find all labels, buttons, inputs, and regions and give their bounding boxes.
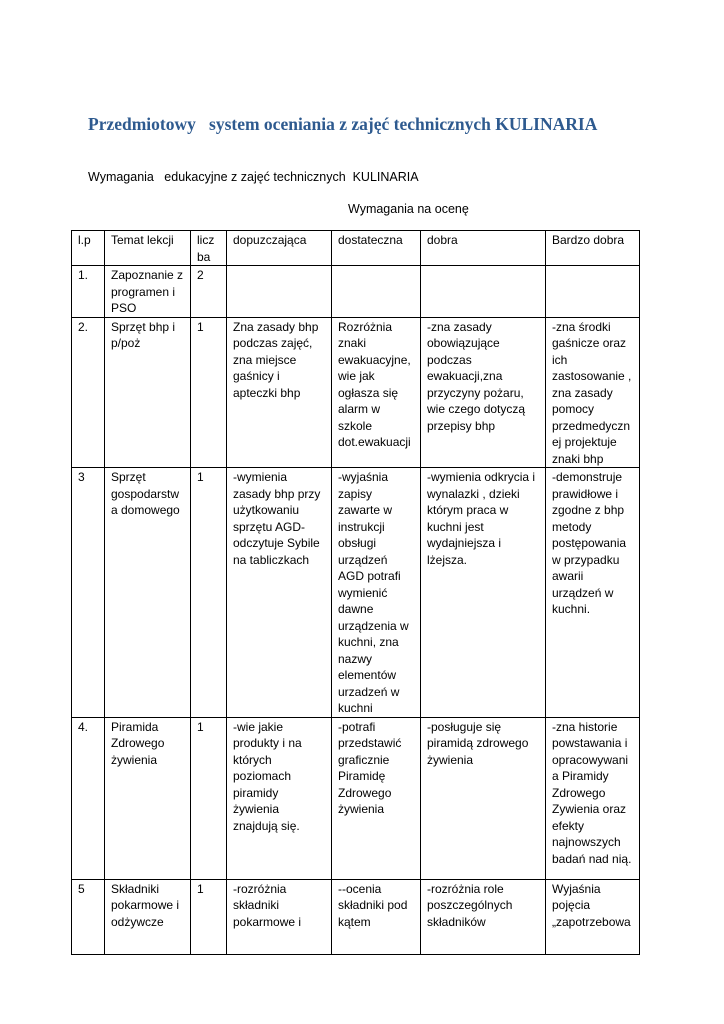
table-row [72, 468, 640, 718]
cell-topic: Składniki pokarmowe i odżywcze [105, 879, 191, 954]
cell-grade-very-good: -zna historie powstawania i opracowywania Piramidy Zdrowego Zywienia oraz efekty najnowszych badań nad nią. [546, 717, 640, 879]
cell-grade-satisfactory: -wyjaśnia zapisy zawarte w instrukcji obsługi urządzeń AGD potrafi wymienić dawne urządzenia w kuchni, zna nazwy elementów urzadzeń w kuchni [332, 468, 421, 718]
header-grade-very-good: Bardzo dobra [546, 231, 640, 266]
cell-lp: 1. [72, 266, 105, 318]
cell-count: 1 [191, 468, 227, 718]
cell-grade-sufficient: -wymienia zasady bhp przy użytkowaniu sprzętu AGD- odczytuje Sybile na tabliczkach [227, 468, 332, 718]
cell-grade-sufficient: -wie jakie produkty i na których poziomach piramidy żywienia znajdują się. [227, 717, 332, 879]
document-subtitle: Wymagania edukacyjne z zajęć technicznych KULINARIA [88, 170, 419, 184]
cell-grade-good: -rozróżnia role poszczególnych składników [421, 879, 546, 954]
cell-grade-sufficient: -rozróżnia składniki pokarmowe i [227, 879, 332, 954]
header-topic: Temat lekcji [105, 231, 191, 266]
cell-grade-good: -zna zasady obowiązujące podczas ewakuacji,zna przyczyny pożaru, wie czego dotyczą przepisy bhp [421, 317, 546, 468]
cell-grade-very-good [546, 266, 640, 318]
cell-topic: Sprzęt gospodarstwa domowego [105, 468, 191, 718]
cell-topic: Zapoznanie z programen i PSO [105, 266, 191, 318]
table-caption: Wymagania na ocenę [348, 202, 469, 216]
table-header-row [72, 231, 640, 266]
cell-count: 1 [191, 717, 227, 879]
header-grade-good: dobra [421, 231, 546, 266]
cell-grade-sufficient [227, 266, 332, 318]
header-grade-satisfactory: dostateczna [332, 231, 421, 266]
cell-lp: 2. [72, 317, 105, 468]
cell-grade-satisfactory: --ocenia składniki pod kątem [332, 879, 421, 954]
cell-grade-satisfactory [332, 266, 421, 318]
table-row [72, 317, 640, 468]
header-lp: l.p [72, 231, 105, 266]
grading-requirements-table [71, 230, 640, 955]
cell-grade-very-good: Wyjaśnia pojęcia „zapotrzebowa [546, 879, 640, 954]
cell-topic: Piramida Zdrowego żywienia [105, 717, 191, 879]
cell-lp: 5 [72, 879, 105, 954]
cell-lp: 3 [72, 468, 105, 718]
cell-grade-sufficient: Zna zasady bhp podczas zajęć, zna miejsce gaśnicy i apteczki bhp [227, 317, 332, 468]
cell-count: 1 [191, 879, 227, 954]
table-row [72, 879, 640, 954]
header-count: liczba [191, 231, 227, 266]
cell-count: 1 [191, 317, 227, 468]
cell-topic: Sprzęt bhp i p/poż [105, 317, 191, 468]
cell-grade-very-good: -zna środki gaśnicze oraz ich zastosowanie , zna zasady pomocy przedmedycznej projektuje znaki bhp [546, 317, 640, 468]
cell-grade-good: -wymienia odkrycia i wynalazki , dzieki którym praca w kuchni jest wydajniejsza i lżejsza. [421, 468, 546, 718]
cell-grade-satisfactory: -potrafi przedstawić graficznie Piramidę Zdrowego żywienia [332, 717, 421, 879]
cell-lp: 4. [72, 717, 105, 879]
cell-grade-satisfactory: Rozróżnia znaki ewakuacyjne, wie jak ogłasza się alarm w szkole dot.ewakuacji [332, 317, 421, 468]
table-row [72, 266, 640, 318]
cell-grade-good [421, 266, 546, 318]
cell-grade-good: -posługuje się piramidą zdrowego żywienia [421, 717, 546, 879]
document-title: Przedmiotowy system oceniania z zajęć technicznych KULINARIA [88, 114, 598, 134]
table-row [72, 717, 640, 879]
header-grade-sufficient: dopuzczająca [227, 231, 332, 266]
cell-count: 2 [191, 266, 227, 318]
cell-grade-very-good: -demonstruje prawidłowe i zgodne z bhp metody postępowania w przypadku awarii urządzeń w kuchni. [546, 468, 640, 718]
